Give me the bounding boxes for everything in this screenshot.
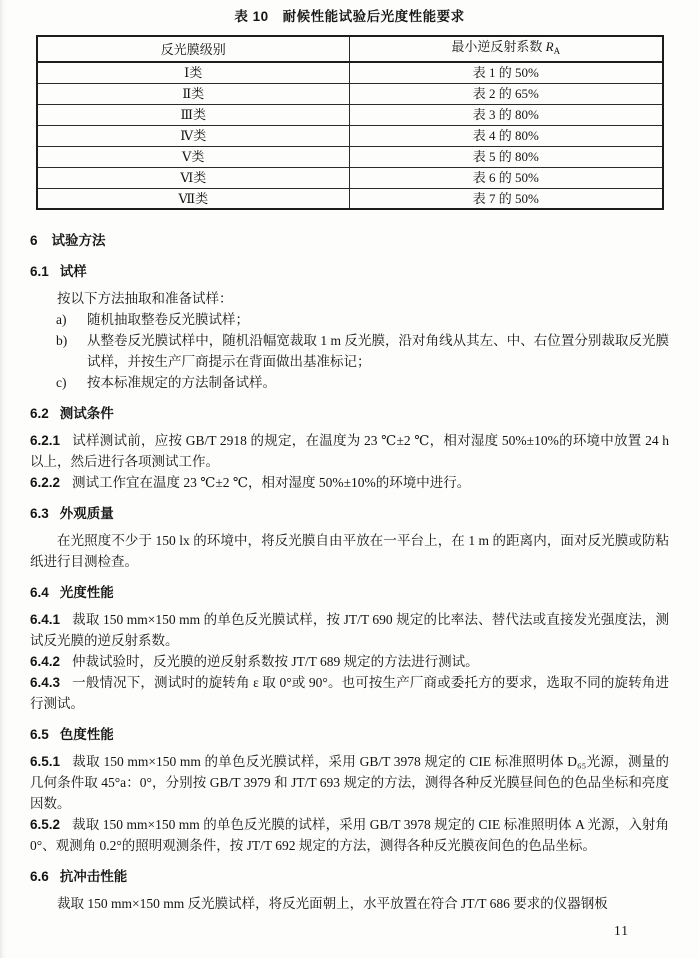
page-number: 11 (614, 923, 629, 938)
clause-number: 6.4.3 (30, 675, 61, 690)
table-row (37, 167, 663, 188)
table-row (37, 188, 663, 209)
column-header-coefficient (350, 36, 663, 62)
clause-number: 6.5.2 (30, 817, 61, 832)
section-heading-6-3 (30, 503, 669, 524)
list-marker: b) (56, 333, 68, 348)
value-cell: 表 7 的 50% (350, 188, 663, 209)
clause-number: 6.2.1 (30, 433, 61, 448)
grade-cell: Ⅳ类 (37, 125, 350, 146)
table-row (37, 83, 663, 104)
list-item-a (30, 309, 669, 330)
section-title: 光度性能 (59, 585, 114, 600)
clause-6-4-1 (30, 609, 669, 651)
list-item-text: 从整卷反光膜试样中，随机沿幅宽裁取 1 m 反光膜，沿对角线从其左、中、右位置分别裁取反光膜试样，并按生产厂商提示在背面做出基准标记； (87, 333, 669, 369)
list-item-text: 按本标准规定的方法制备试样。 (87, 375, 276, 390)
table-header-row (37, 36, 663, 62)
list-marker: a) (56, 312, 67, 327)
section-title: 色度性能 (59, 727, 114, 742)
section-number: 6.2 (30, 406, 49, 421)
section-number: 6.1 (30, 264, 49, 279)
section-number: 6.5 (30, 727, 49, 742)
table-row (37, 104, 663, 125)
grade-cell: Ⅴ类 (37, 146, 350, 167)
section-title: 试验方法 (51, 233, 106, 248)
section-heading-6 (30, 230, 669, 251)
section-number: 6.6 (30, 869, 49, 884)
clause-text: 裁取 150 mm×150 mm 的单色反光膜试样，按 JT/T 690 规定的比率法、替代法或直接发光强度法，测试反光膜的逆反射系数。 (30, 612, 669, 648)
clause-number: 6.5.1 (30, 754, 61, 769)
section-title: 外观质量 (59, 506, 114, 521)
section-6-6-body: 裁取 150 mm×150 mm 反光膜试样，将反光面朝上，水平放置在符合 JT/T 686 要求的仪器钢板 (57, 896, 608, 911)
section-title: 试样 (59, 264, 87, 279)
section-heading-6-6 (30, 866, 669, 887)
section-number: 6.4 (30, 585, 49, 600)
clause-number: 6.4.2 (30, 654, 61, 669)
clause-text: 裁取 150 mm×150 mm 的单色反光膜试样，采用 GB/T 3978 规定的 CIE 标准照明体 D₆₅光源，测量的几何条件取 45°a：0°，分别按 GB/T 3979 和 JT/T 693 规定的方法，测得各种反光膜昼间色的色品坐标和亮度因数。 (30, 754, 669, 811)
section-number: 6.3 (30, 506, 49, 521)
clause-6-4-2 (30, 651, 669, 672)
section-number: 6 (30, 233, 38, 248)
list-item-c (30, 372, 669, 393)
clause-6-2-2 (30, 472, 669, 493)
list-item-text: 随机抽取整卷反光膜试样； (87, 312, 249, 327)
section-6-1-intro: 按以下方法抽取和准备试样： (57, 291, 233, 306)
clause-text: 一般情况下，测试时的旋转角 ε 取 0°或 90°。也可按生产厂商或委托方的要求，选取不同的旋转角进行测试。 (30, 675, 669, 711)
clause-text: 裁取 150 mm×150 mm 的单色反光膜的试样，采用 GB/T 3978 规定的 CIE 标准照明体 A 光源，入射角 0°、观测角 0.2°的照明观测条件，按 JT/T 692 规定的方法，测得各种反光膜夜间色的色品坐标。 (30, 817, 669, 853)
value-cell: 表 4 的 80% (350, 125, 663, 146)
grade-cell: Ⅱ类 (37, 83, 350, 104)
list-item-b (30, 330, 669, 372)
grade-cell: Ⅵ类 (37, 167, 350, 188)
coefficient-header-text: 最小逆反射系数 (451, 39, 546, 54)
section-6-3-body: 在光照度不少于 150 lx 的环境中，将反光膜自由平放在一平台上，在 1 m 的距离内，面对反光膜或防粘纸进行目测检查。 (30, 533, 669, 569)
coefficient-subscript: A (553, 46, 561, 56)
table-10-title: 表 10 耐候性能试验后光度性能要求 (234, 9, 465, 24)
clause-6-5-2 (30, 814, 669, 856)
clause-text: 试样测试前，应按 GB/T 2918 的规定，在温度为 23 ℃±2 ℃，相对湿度 50%±10%的环境中放置 24 h 以上，然后进行各项测试工作。 (30, 433, 669, 469)
grade-cell: Ⅶ类 (37, 188, 350, 209)
section-heading-6-1 (30, 261, 669, 282)
section-title: 测试条件 (59, 406, 114, 421)
specimen-method-list (30, 309, 669, 393)
table-row (37, 146, 663, 167)
table-row (37, 62, 663, 83)
clause-6-2-1 (30, 430, 669, 472)
grade-cell: Ⅰ类 (37, 62, 350, 83)
value-cell: 表 1 的 50% (350, 62, 663, 83)
value-cell: 表 2 的 65% (350, 83, 663, 104)
clause-number: 6.2.2 (30, 475, 61, 490)
column-header-grade: 反光膜级别 (37, 36, 350, 62)
section-heading-6-5 (30, 724, 669, 745)
section-heading-6-4 (30, 582, 669, 603)
value-cell: 表 3 的 80% (350, 104, 663, 125)
list-marker: c) (56, 375, 67, 390)
coefficient-symbol: R (545, 39, 554, 54)
table-10 (36, 35, 664, 210)
clause-6-5-1 (30, 751, 669, 814)
table-row (37, 125, 663, 146)
clause-number: 6.4.1 (30, 612, 61, 627)
grade-cell: Ⅲ类 (37, 104, 350, 125)
section-title: 抗冲击性能 (59, 869, 128, 884)
value-cell: 表 6 的 50% (350, 167, 663, 188)
value-cell: 表 5 的 80% (350, 146, 663, 167)
clause-text: 仲裁试验时，反光膜的逆反射系数按 JT/T 689 规定的方法进行测试。 (72, 654, 479, 669)
clause-text: 测试工作宜在温度 23 ℃±2 ℃，相对湿度 50%±10%的环境中进行。 (72, 475, 471, 490)
clause-6-4-3 (30, 672, 669, 714)
section-heading-6-2 (30, 403, 669, 424)
